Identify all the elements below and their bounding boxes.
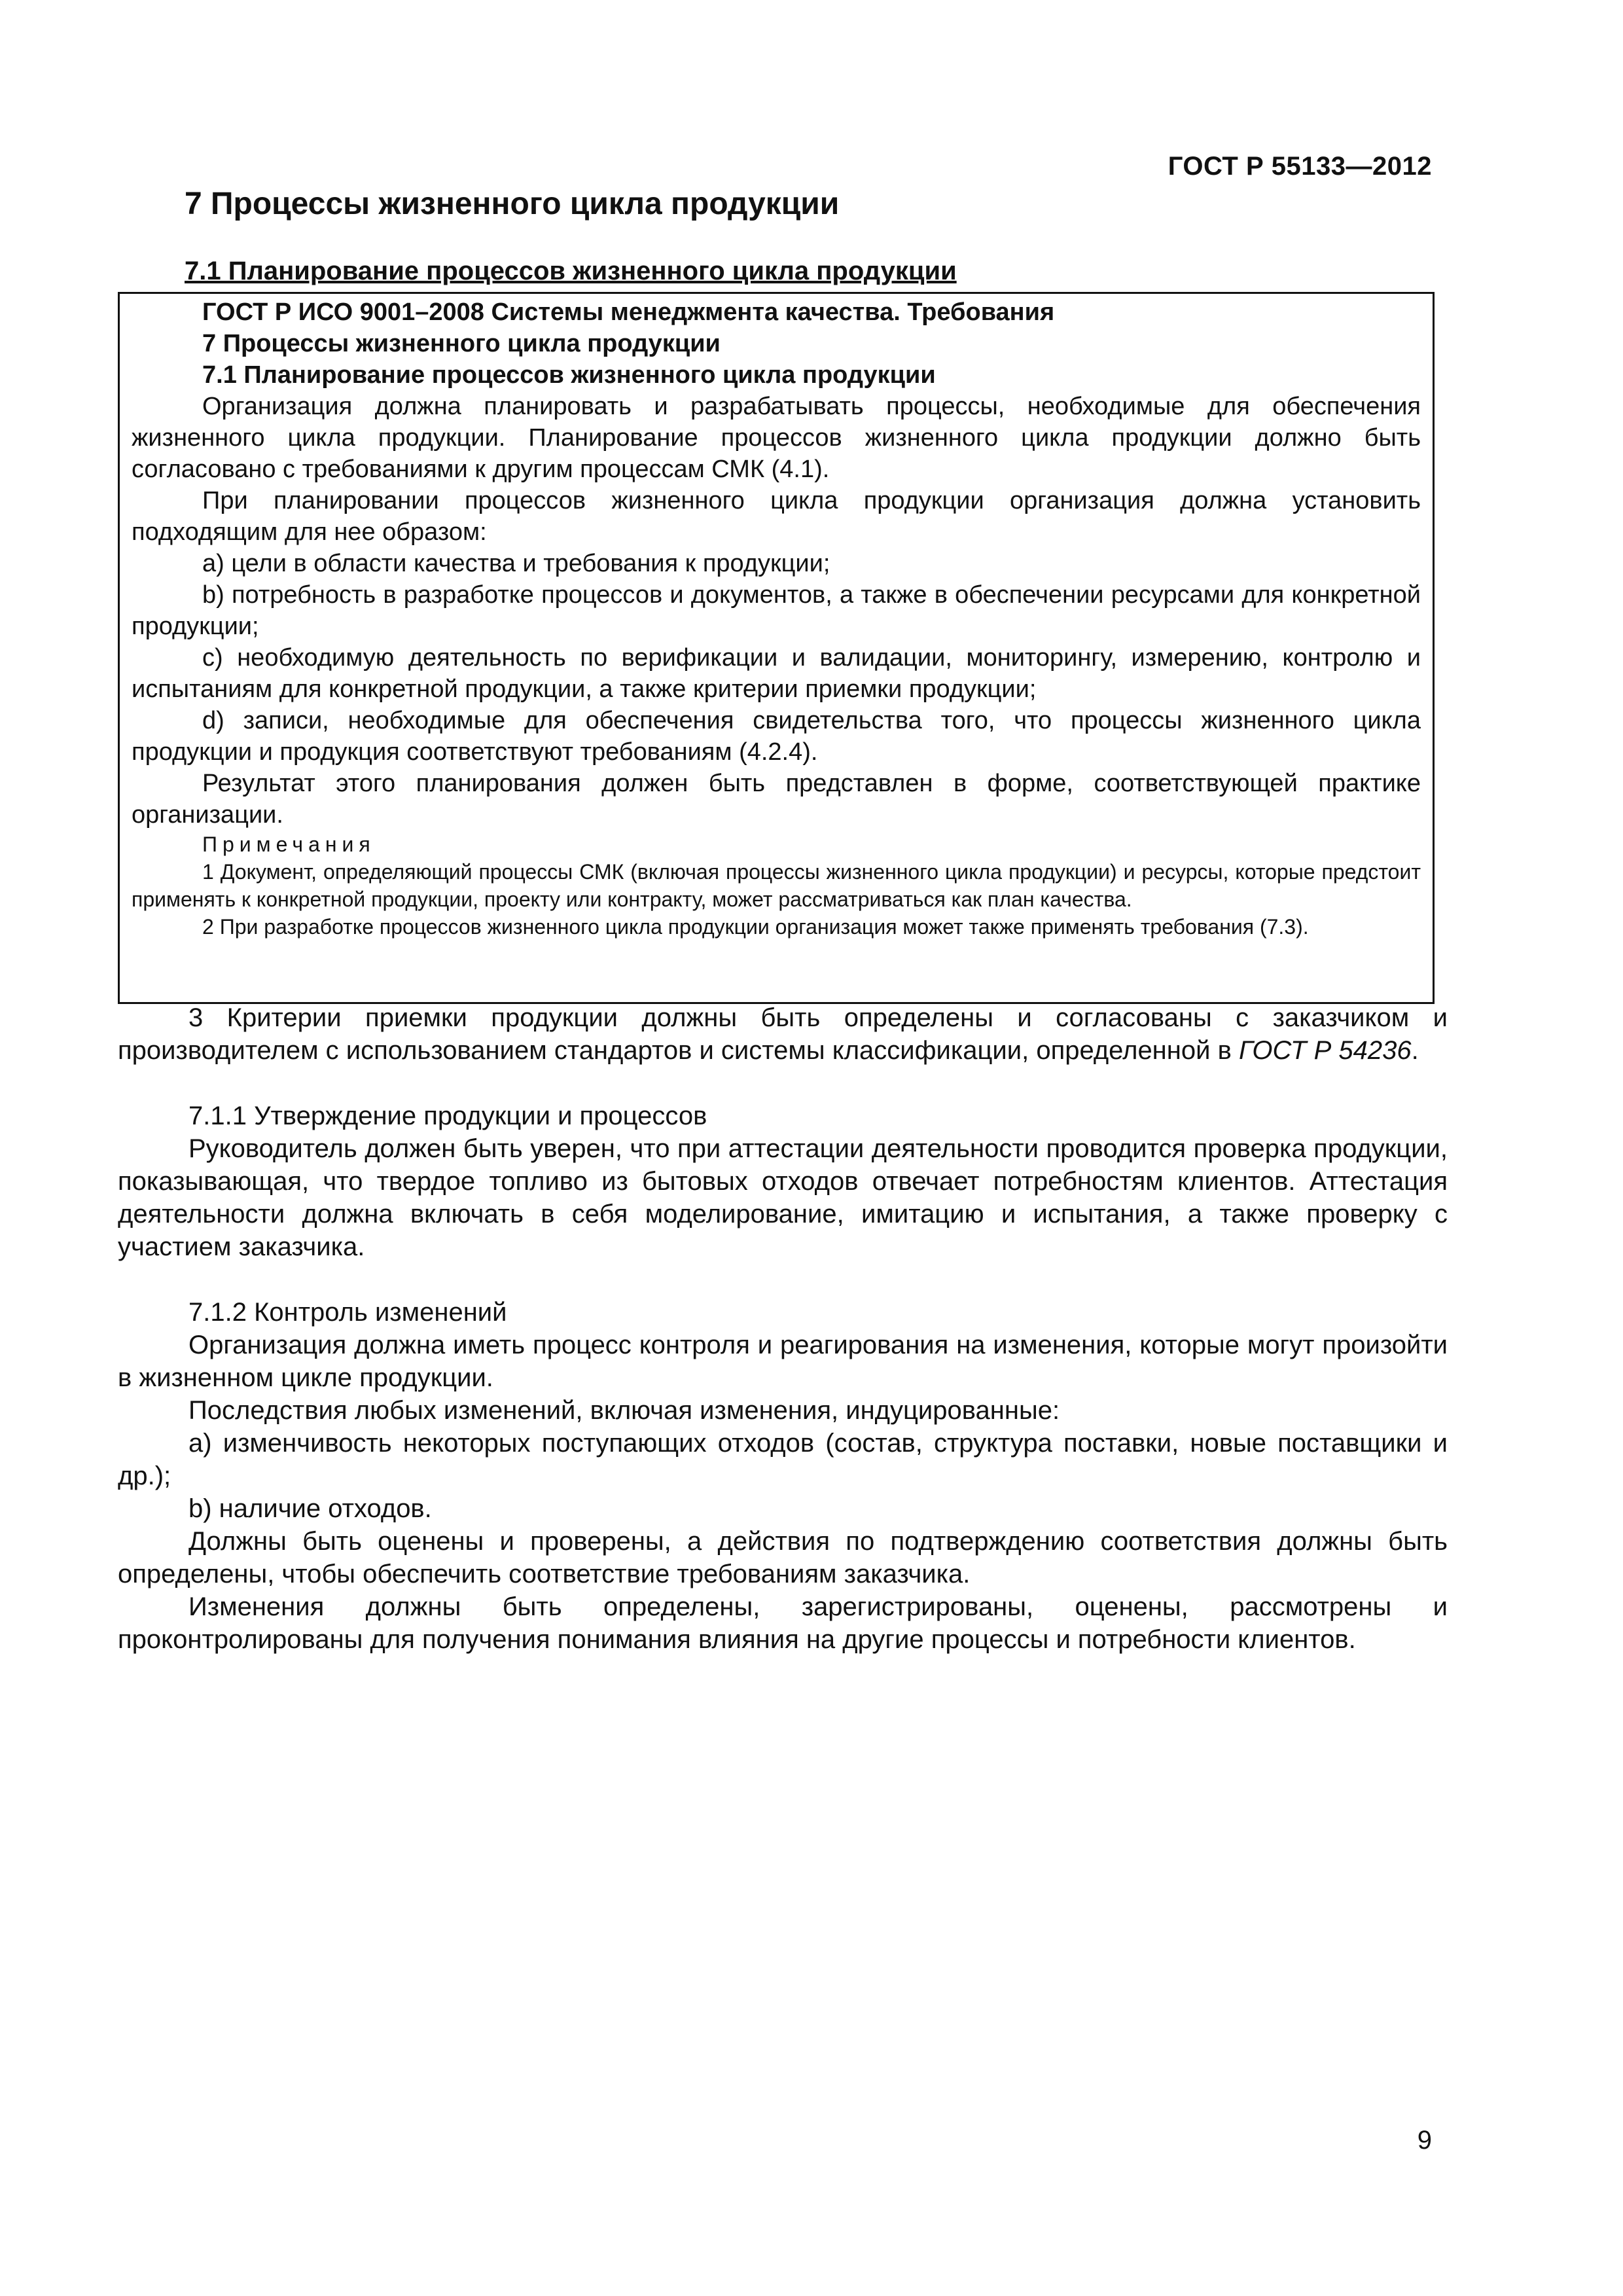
- quote-paragraph: Результат этого планирования должен быть представлен в форме, соответствующей практике организации.: [132, 770, 1421, 829]
- note-item: 2 При разработке процессов жизненного цикла продукции организация может также применять требования (7.3).: [202, 915, 1309, 939]
- notes-title: Примечания: [202, 833, 376, 856]
- quote-subsection-title: 7.1 Планирование процессов жизненного цикла продукции: [202, 361, 936, 389]
- quote-paragraph: Организация должна планировать и разрабатывать процессы, необходимые для обеспечения жизненного цикла продукции. Планирование процессов жизненного цикла продукции должно быть согласовано с требованиями к другим процессам СМК (4.1).: [132, 393, 1421, 483]
- body-paragraph: Изменения должны быть определены, зарегистрированы, оценены, рассмотрены и проконтролированы для получения понимания влияния на другие процессы и потребности клиентов.: [118, 1592, 1448, 1654]
- quote-list-item: a) цели в области качества и требования к продукции;: [202, 550, 830, 577]
- body-paragraph: [118, 1001, 1448, 1067]
- paragraph-text: 3 Критерии приемки продукции должны быть определены и согласованы с заказчиком и производителем с использованием стандартов и системы классификации, определенной в: [118, 1003, 1448, 1065]
- quote-list-item: c) необходимую деятельность по верификации и валидации, мониторингу, измерению, контролю и испытаниям для конкретной продукции, а также критерии приемки продукции;: [132, 644, 1421, 703]
- quote-list-item: b) потребность в разработке процессов и документов, а также в обеспечении ресурсами для конкретной продукции;: [132, 581, 1421, 640]
- body-paragraph: Последствия любых изменений, включая изменения, индуцированные:: [188, 1396, 1060, 1425]
- quote-list-item: d) записи, необходимые для обеспечения свидетельства того, что процессы жизненного цикла продукции и продукция соответствуют требованиям (4.2.4).: [132, 707, 1421, 766]
- body-paragraph: Должны быть оценены и проверены, а действия по подтверждению соответствия должны быть определены, чтобы обеспечить соответствие требованиям заказчика.: [118, 1527, 1448, 1588]
- standard-reference: ГОСТ Р 54236: [1238, 1036, 1412, 1065]
- subsection-title: 7.1 Планирование процессов жизненного цикла продукции: [185, 257, 957, 285]
- body-paragraph: Руководитель должен быть уверен, что при аттестации деятельности проводится проверка продукции, показывающая, что твердое топливо из бытовых отходов отвечает потребностям клиентов. Аттестация деятельности должна включать в себя моделирование, имитацию и испытания, а также проверку с участием заказчика.: [118, 1134, 1448, 1261]
- quote-paragraph: При планировании процессов жизненного цикла продукции организация должна установить подходящим для нее образом:: [132, 487, 1421, 546]
- paragraph-end: .: [1411, 1036, 1419, 1065]
- quote-standard-title: ГОСТ Р ИСО 9001–2008 Системы менеджмента качества. Требования: [202, 298, 1055, 326]
- section-title: 7 Процессы жизненного цикла продукции: [185, 187, 840, 221]
- gost-header: ГОСТ Р 55133—2012: [1168, 152, 1432, 181]
- list-item: b) наличие отходов.: [188, 1494, 432, 1523]
- list-item: a) изменчивость некоторых поступающих отходов (состав, структура поставки, новые поставщики и др.);: [118, 1429, 1448, 1490]
- quote-section-title: 7 Процессы жизненного цикла продукции: [202, 330, 721, 357]
- page-number: 9: [1417, 2126, 1432, 2155]
- document-body: [118, 1001, 1448, 1656]
- clause-heading: 7.1.2 Контроль изменений: [188, 1298, 507, 1327]
- quoted-standard-box: [118, 292, 1435, 1004]
- clause-heading: 7.1.1 Утверждение продукции и процессов: [188, 1102, 707, 1130]
- note-item: 1 Документ, определяющий процессы СМК (включая процессы жизненного цикла продукции) и ресурсы, которые предстоит применять к конкретной продукции, проекту или контракту, может рассматриваться как план качества.: [132, 860, 1421, 911]
- body-paragraph: Организация должна иметь процесс контроля и реагирования на изменения, которые могут произойти в жизненном цикле продукции.: [118, 1331, 1448, 1392]
